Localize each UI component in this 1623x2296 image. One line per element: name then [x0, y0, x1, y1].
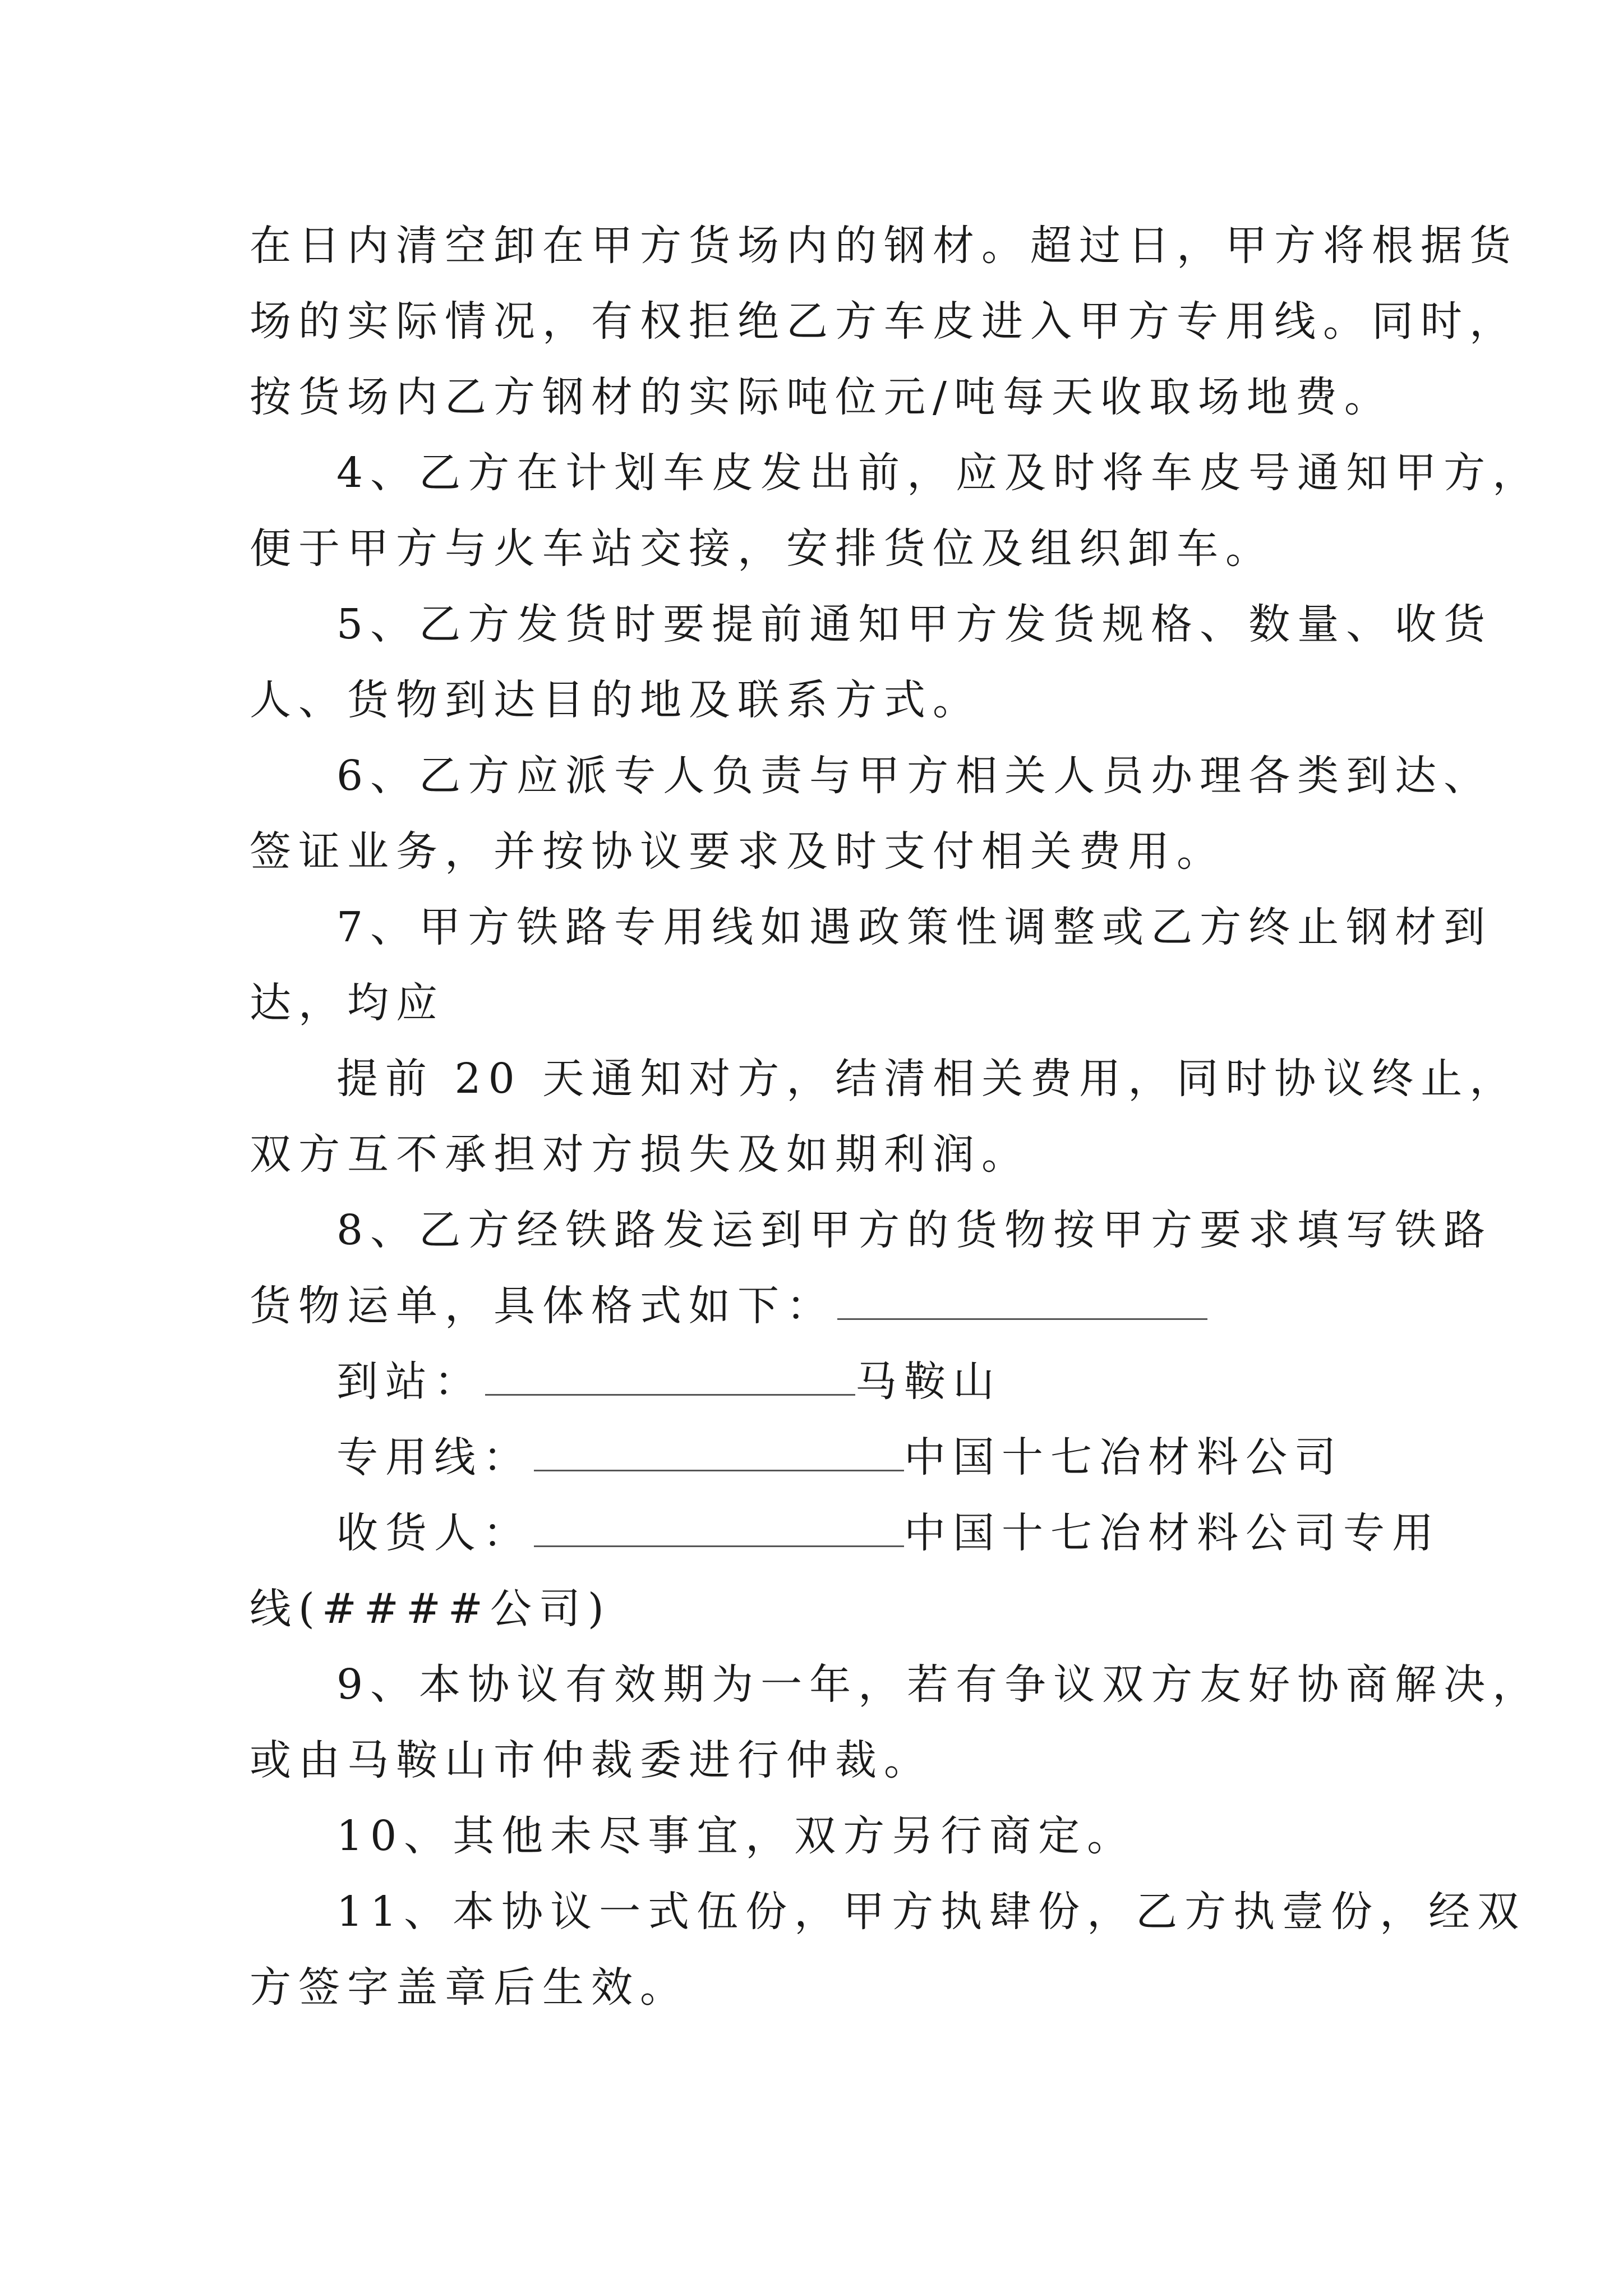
clause-5-line: 5、乙方发货时要提前通知甲方发货规格、数量、收货: [336, 600, 1493, 648]
clause-6-line: 6、乙方应派专人负责与甲方相关人员办理各类到达、: [336, 752, 1493, 800]
arrival-station-label: 到站：: [336, 1358, 483, 1406]
clause-7-line: 7、甲方铁路专用线如遇政策性调整或乙方终止钢材到: [336, 903, 1493, 951]
consignee-label: 收货人：: [336, 1509, 532, 1557]
arrival-station-line: [336, 1355, 1475, 1409]
paragraph-line: 方签字盖章后生效。: [250, 1963, 689, 2012]
paragraph-line: 场的实际情况，有权拒绝乙方车皮进入甲方专用线。同时，: [250, 297, 1518, 346]
dedicated-line-label: 专用线：: [336, 1433, 532, 1481]
waybill-format-text: 货物运单，具体格式如下：: [250, 1282, 835, 1330]
fill-in-blank: [534, 1430, 904, 1471]
paragraph-line: 人、货物到达目的地及联系方式。: [250, 676, 981, 724]
paragraph-line: 提前 20 天通知对方，结清相关费用，同时协议终止，: [336, 1055, 1519, 1103]
paragraph-line: 或由马鞍山市仲裁委进行仲裁。: [250, 1736, 933, 1784]
arrival-station-value: 马鞍山: [855, 1358, 1002, 1406]
dedicated-line-value: 中国十七冶材料公司: [904, 1433, 1343, 1481]
paragraph-line: 线(####公司): [250, 1585, 611, 1633]
waybill-format-line: [250, 1279, 1388, 1333]
clause-4-line: 4、乙方在计划车皮发出前，应及时将车皮号通知甲方，: [336, 449, 1542, 497]
fill-in-blank: [485, 1355, 855, 1396]
paragraph-line: 签证业务，并按协议要求及时支付相关费用。: [250, 827, 1225, 876]
clause-11-line: 11、本协议一式伍份，甲方执肆份，乙方执壹份，经双: [336, 1888, 1527, 1936]
consignee-value: 中国十七冶材料公司专用: [904, 1509, 1441, 1557]
paragraph-line: 按货场内乙方钢材的实际吨位元/吨每天收取场地费。: [250, 373, 1393, 421]
fill-in-blank: [837, 1279, 1207, 1320]
consignee-line: [336, 1506, 1475, 1560]
dedicated-line-line: [336, 1430, 1475, 1484]
clause-10-line: 10、其他未尽事宜，双方另行商定。: [336, 1812, 1136, 1860]
paragraph-line: 便于甲方与火车站交接，安排货位及组织卸车。: [250, 524, 1274, 573]
paragraph-line: 双方互不承担对方损失及如期利润。: [250, 1130, 1030, 1179]
fill-in-blank: [534, 1506, 904, 1547]
clause-8-line: 8、乙方经铁路发运到甲方的货物按甲方要求填写铁路: [336, 1206, 1493, 1254]
clause-9-line: 9、本协议有效期为一年，若有争议双方友好协商解决，: [336, 1660, 1542, 1709]
paragraph-line: 达，均应: [250, 979, 445, 1027]
paragraph-line: 在日内清空卸在甲方货场内的钢材。超过日，甲方将根据货: [250, 222, 1518, 270]
